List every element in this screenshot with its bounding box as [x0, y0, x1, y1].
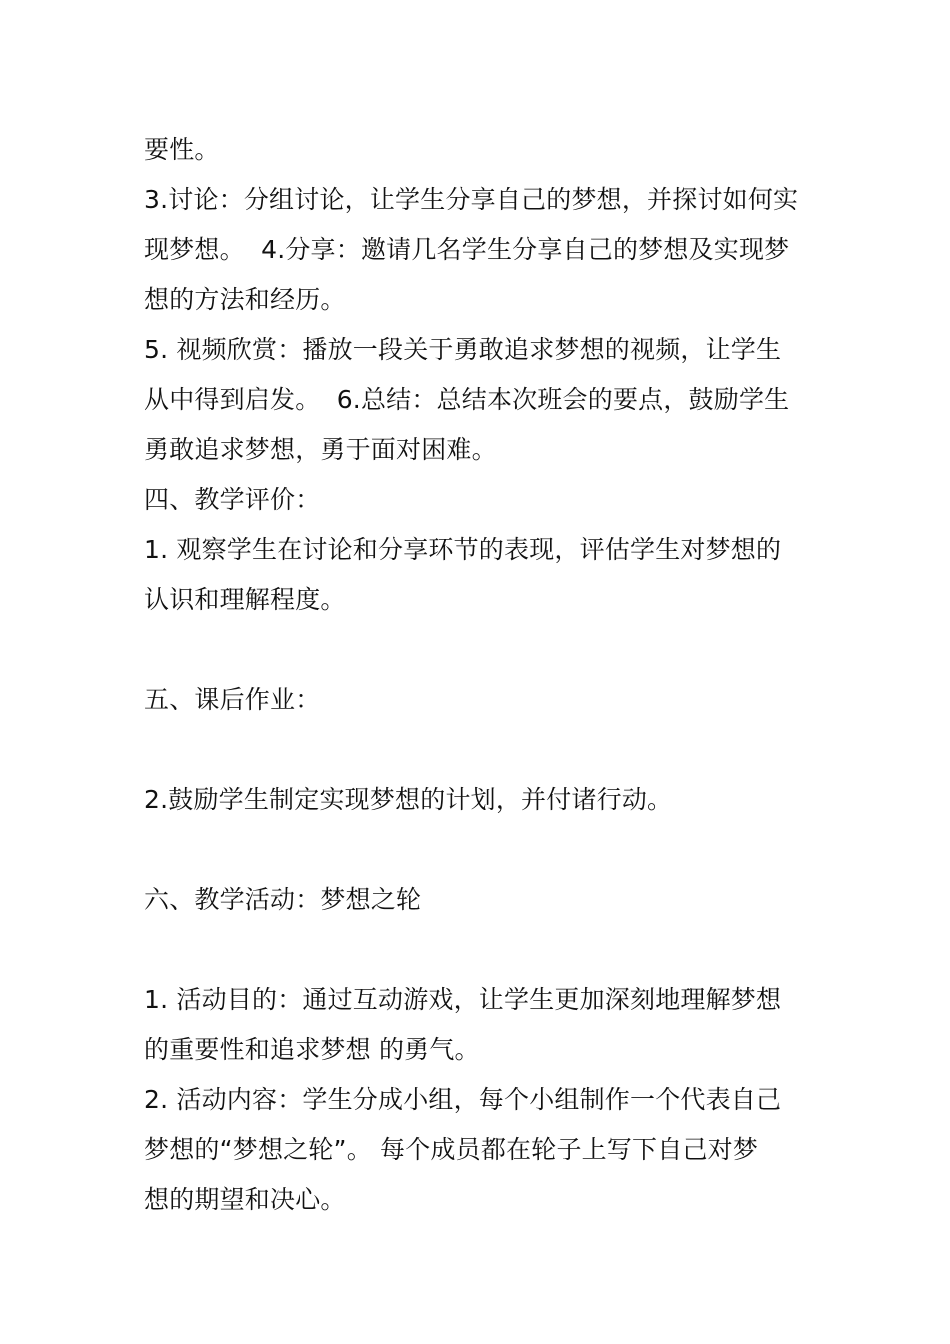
- text-line-observe: 1. 观察学生在讨论和分享环节的表现，评估学生对梦想的: [144, 535, 782, 564]
- text-line-sharing: 现梦想。 4.分享：邀请几名学生分享自己的梦想及实现梦: [144, 235, 790, 264]
- text-line-summary-cont: 勇敢追求梦想，勇于面对困难。: [144, 435, 497, 464]
- text-line-activity-content-cont: 梦想的“梦想之轮”。 每个成员都在轮子上写下自己对梦: [144, 1135, 759, 1164]
- section-heading-activity: 六、教学活动：梦想之轮: [144, 885, 422, 914]
- text-line-discussion: 3.讨论：分组讨论，让学生分享自己的梦想，并探讨如何实: [144, 185, 799, 214]
- text-line-activity-goal: 1. 活动目的：通过互动游戏，让学生更加深刻地理解梦想: [144, 985, 782, 1014]
- text-line-activity-content: 2. 活动内容：学生分成小组，每个小组制作一个代表自己: [144, 1085, 782, 1114]
- text-line-summary: 从中得到启发。 6.总结：总结本次班会的要点，鼓励学生: [144, 385, 790, 414]
- text-line-video: 5. 视频欣赏：播放一段关于勇敢追求梦想的视频，让学生: [144, 335, 782, 364]
- text-line-activity-content-end: 想的期望和决心。: [144, 1185, 346, 1214]
- text-line-activity-goal-cont: 的重要性和追求梦想 的勇气。: [144, 1035, 480, 1064]
- text-line-importance: 要性。: [144, 135, 220, 164]
- text-line-observe-cont: 认识和理解程度。: [144, 585, 346, 614]
- section-heading-homework: 五、课后作业：: [144, 685, 321, 714]
- section-heading-evaluation: 四、教学评价：: [144, 485, 321, 514]
- text-line-sharing-cont: 想的方法和经历。: [144, 285, 346, 314]
- text-line-plan: 2.鼓励学生制定实现梦想的计划，并付诸行动。: [144, 785, 673, 814]
